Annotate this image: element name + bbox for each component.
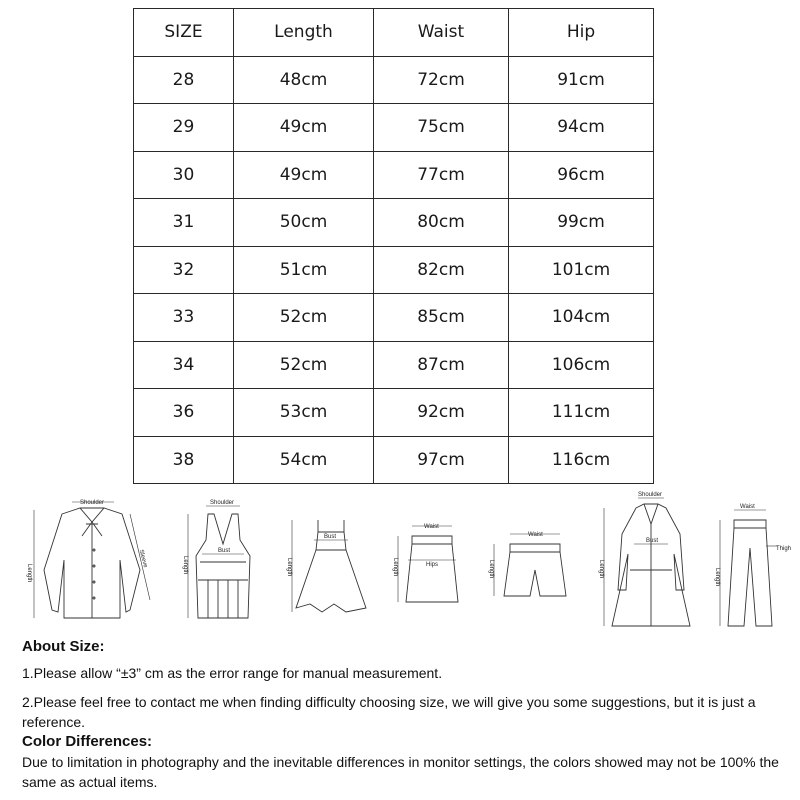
pants-thigh-label: Thigh <box>776 546 792 552</box>
cell-length: 50cm <box>234 199 374 247</box>
table-row <box>134 341 654 389</box>
size-notes <box>22 638 782 792</box>
blouse-measurement-figure <box>22 500 162 625</box>
dress-length-label: Length <box>286 558 292 577</box>
table-row <box>134 56 654 104</box>
skirt-hips-label: Hips <box>426 562 439 568</box>
cell-length: 49cm <box>234 151 374 199</box>
coat-shoulder-label: Shoulder <box>638 492 663 498</box>
pants-measurement-figure <box>710 502 798 632</box>
cell-waist: 82cm <box>374 246 509 294</box>
pants-length-label: Length <box>714 568 720 587</box>
cell-length: 52cm <box>234 294 374 342</box>
shorts-waist-label: Waist <box>528 532 543 538</box>
cell-size: 38 <box>134 436 234 484</box>
blouse-sleeve-label: Sleeve <box>137 549 149 569</box>
shorts-measurement-figure <box>488 524 578 604</box>
blouse-shoulder-label: Shoulder <box>80 500 105 506</box>
table-row <box>134 104 654 152</box>
cell-length: 53cm <box>234 389 374 437</box>
cell-length: 49cm <box>234 104 374 152</box>
cell-size: 32 <box>134 246 234 294</box>
cell-hip: 116cm <box>509 436 654 484</box>
table-row <box>134 436 654 484</box>
shorts-length-label: Length <box>488 560 494 579</box>
skirt-waist-label: Waist <box>424 524 439 530</box>
pants-waist-label: Waist <box>740 504 755 510</box>
coat-bust-label: Bust <box>646 538 659 544</box>
cell-hip: 101cm <box>509 246 654 294</box>
cell-hip: 96cm <box>509 151 654 199</box>
dress-measurement-figure <box>286 512 376 622</box>
measurement-error-note: 1.Please allow “±3” cm as the error range for manual measurement. <box>22 665 443 681</box>
header-hip: Hip <box>509 9 654 57</box>
table-row <box>134 151 654 199</box>
table-row <box>134 246 654 294</box>
cell-size: 28 <box>134 56 234 104</box>
cell-length: 52cm <box>234 341 374 389</box>
cell-size: 34 <box>134 341 234 389</box>
tank-measurement-figure <box>178 500 268 625</box>
coat-length-label: Length <box>598 560 604 579</box>
coat-measurement-figure <box>596 494 706 634</box>
cell-waist: 87cm <box>374 341 509 389</box>
cell-waist: 77cm <box>374 151 509 199</box>
header-waist: Waist <box>374 9 509 57</box>
cell-waist: 85cm <box>374 294 509 342</box>
cell-hip: 106cm <box>509 341 654 389</box>
about-size-heading: About Size: <box>22 638 105 655</box>
skirt-length-label: Length <box>392 558 398 577</box>
cell-hip: 111cm <box>509 389 654 437</box>
cell-size: 36 <box>134 389 234 437</box>
cell-hip: 94cm <box>509 104 654 152</box>
cell-hip: 104cm <box>509 294 654 342</box>
cell-hip: 91cm <box>509 56 654 104</box>
cell-waist: 72cm <box>374 56 509 104</box>
cell-length: 48cm <box>234 56 374 104</box>
dress-bust-label: Bust <box>324 534 337 540</box>
cell-length: 51cm <box>234 246 374 294</box>
header-size: SIZE <box>134 9 234 57</box>
skirt-measurement-figure <box>392 518 472 618</box>
header-length: Length <box>234 9 374 57</box>
measurement-guide-figures <box>0 488 800 636</box>
cell-waist: 92cm <box>374 389 509 437</box>
cell-length: 54cm <box>234 436 374 484</box>
tank-shoulder-label: Shoulder <box>210 500 235 506</box>
tank-length-label: Length <box>182 556 188 575</box>
cell-waist: 80cm <box>374 199 509 247</box>
cell-hip: 99cm <box>509 199 654 247</box>
cell-size: 29 <box>134 104 234 152</box>
table-row <box>134 294 654 342</box>
color-differences-heading: Color Differences: <box>22 733 153 750</box>
contact-note: 2.Please feel free to contact me when finding difficulty choosing size, we will give you some suggestions, but it is just a reference. <box>22 694 756 730</box>
color-differences-note: Due to limitation in photography and the inevitable differences in monitor settings, the colors showed may not be 100% the same as actual items. <box>22 754 779 790</box>
cell-waist: 75cm <box>374 104 509 152</box>
table-row <box>134 389 654 437</box>
cell-size: 30 <box>134 151 234 199</box>
table-row <box>134 199 654 247</box>
blouse-length-label: Length <box>26 564 32 583</box>
cell-waist: 97cm <box>374 436 509 484</box>
cell-size: 31 <box>134 199 234 247</box>
tank-bust-label: Bust <box>218 548 231 554</box>
cell-size: 33 <box>134 294 234 342</box>
table-header-row <box>134 9 654 57</box>
size-chart-table <box>133 8 654 484</box>
